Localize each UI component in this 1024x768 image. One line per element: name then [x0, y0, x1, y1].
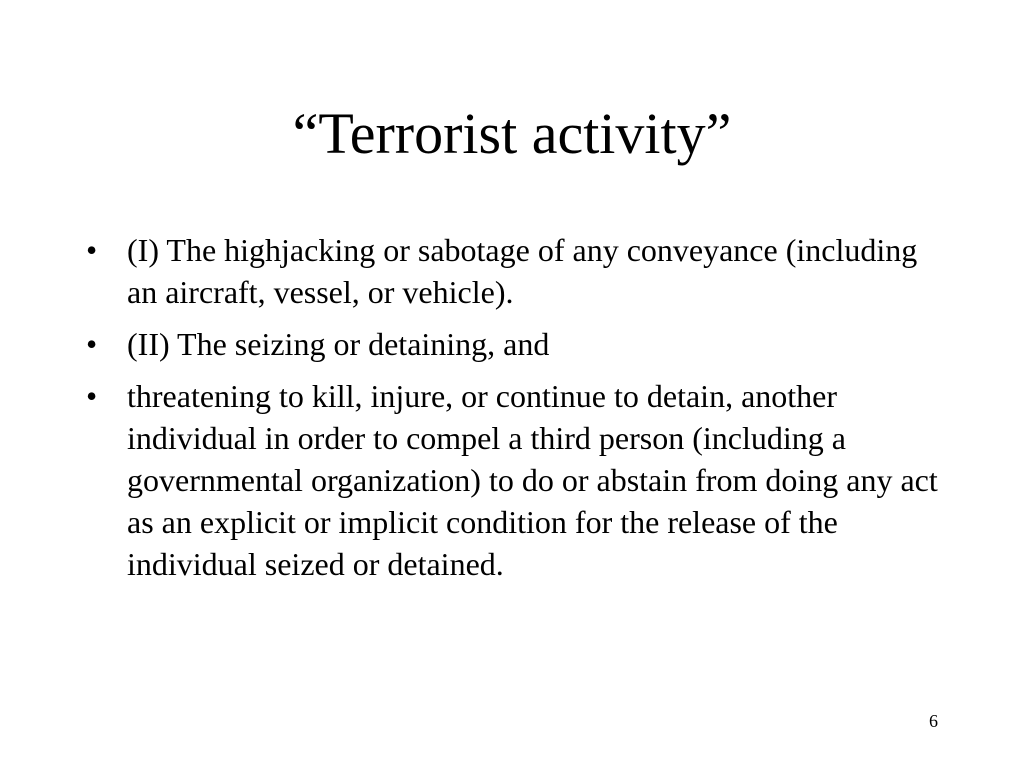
bullet-item-2 [80, 323, 940, 365]
page-number: 6 [929, 711, 938, 731]
bullet-marker: • [86, 326, 98, 362]
bullet-marker: • [86, 378, 98, 414]
bullet-text: (II) The seizing or detaining, and [127, 326, 550, 362]
bullet-item-3 [80, 375, 940, 585]
bullet-text: (I) The highjacking or sabotage of any conveyance (including an aircraft, vessel, or vehicle). [127, 232, 918, 310]
bullet-text: threatening to kill, injure, or continue to detain, another individual in order to compel a third person (including a governmental organization) to do or abstain from doing any act as an explicit or implicit condition for the release of the individual seized or detained. [127, 378, 938, 582]
bullet-marker: • [86, 232, 98, 268]
bullet-list [80, 229, 940, 595]
slide-title: “Terrorist activity” [292, 101, 732, 166]
bullet-item-1 [80, 229, 940, 313]
